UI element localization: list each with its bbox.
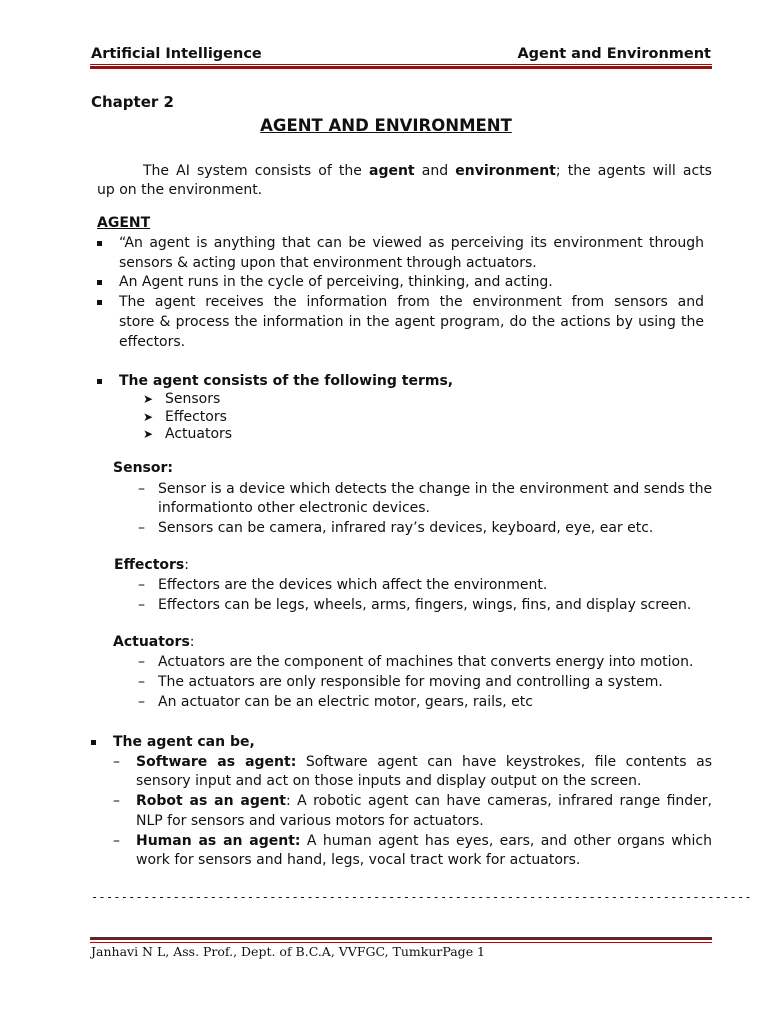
footer-rule-thin xyxy=(90,942,712,943)
page-title: AGENT AND ENVIRONMENT xyxy=(260,116,512,135)
dashed-separator: ----------------------------------------------------------------------------------------- xyxy=(91,890,752,904)
header-rule-thin xyxy=(90,64,712,65)
dash-bullet: – xyxy=(113,754,120,770)
intro-line-1: The AI system consists of the agent and environment; the agents will acts xyxy=(143,163,712,179)
dash-bullet: – xyxy=(113,833,120,849)
terms-heading: The agent consists of the following terms, xyxy=(119,373,454,389)
effectors-heading: Effectors: xyxy=(114,557,189,573)
footer-rule-thick xyxy=(90,937,712,940)
human-agent-line-1: Human as an agent: A human agent has eyes, ears, and other organs which xyxy=(136,833,712,849)
arrow-bullet-icon: ➤ xyxy=(143,392,154,406)
term-item: Actuators xyxy=(165,426,233,442)
dash-bullet: – xyxy=(138,597,145,613)
actuators-line-3: An actuator can be an electric motor, gears, rails, etc xyxy=(158,694,533,710)
robot-agent-line-2: NLP for sensors and various motors for actuators. xyxy=(136,813,484,829)
bullet-square xyxy=(91,740,96,745)
term-item: Effectors xyxy=(165,409,227,425)
dash-bullet: – xyxy=(138,481,145,497)
chapter-label: Chapter 2 xyxy=(91,93,174,111)
bullet-square xyxy=(97,241,102,246)
agent-bullet-3-line-1: The agent receives the information from the environment from sensors and xyxy=(119,294,704,310)
term-item: Sensors xyxy=(165,391,221,407)
actuators-heading: Actuators: xyxy=(113,634,195,650)
sensor-line-1b: informationto other electronic devices. xyxy=(158,500,431,516)
bullet-square xyxy=(97,280,102,285)
sensor-line-2: Sensors can be camera, infrared ray’s devices, keyboard, eye, ear etc. xyxy=(158,520,654,536)
dash-bullet: – xyxy=(138,577,145,593)
agent-bullet-1-line-2: sensors & acting upon that environment through actuators. xyxy=(119,255,537,271)
effectors-line-1: Effectors are the devices which affect the environment. xyxy=(158,577,548,593)
header-left-title: Artificial Intelligence xyxy=(91,46,262,62)
agent-bullet-3-line-2: store & process the information in the agent program, do the actions by using the xyxy=(119,314,704,330)
dash-bullet: – xyxy=(138,674,145,690)
agent-heading: AGENT xyxy=(97,215,151,231)
agent-bullet-2: An Agent runs in the cycle of perceiving, thinking, and acting. xyxy=(119,274,553,290)
dash-bullet: – xyxy=(113,793,120,809)
agent-can-be-heading: The agent can be, xyxy=(113,734,255,750)
sensor-heading: Sensor: xyxy=(113,460,173,476)
software-agent-line-1: Software as agent: Software agent can have keystrokes, file contents as xyxy=(136,754,713,770)
dash-bullet: – xyxy=(138,694,145,710)
dash-bullet: – xyxy=(138,654,145,670)
bullet-square xyxy=(97,379,102,384)
page-footer: Janhavi N L, Ass. Prof., Dept. of B.C.A, VVFGC, TumkurPage 1 xyxy=(91,944,486,959)
intro-line-2: up on the environment. xyxy=(97,182,263,198)
sensor-line-1: Sensor is a device which detects the change in the environment and sends the xyxy=(158,481,713,497)
actuators-line-1: Actuators are the component of machines that converts energy into motion. xyxy=(158,654,694,670)
actuators-line-2: The actuators are only responsible for moving and controlling a system. xyxy=(158,674,663,690)
header-right-title: Agent and Environment xyxy=(517,46,711,62)
arrow-bullet-icon: ➤ xyxy=(143,427,154,441)
dash-bullet: – xyxy=(138,520,145,536)
bullet-square xyxy=(97,300,102,305)
agent-bullet-1-line-1: “An agent is anything that can be viewed as perceiving its environment through xyxy=(119,235,704,251)
human-agent-line-2: work for sensors and hand, legs, vocal tract work for actuators. xyxy=(136,852,581,868)
software-agent-line-2: sensory input and act on those inputs and display output on the screen. xyxy=(136,773,642,789)
header-rule-thick xyxy=(90,66,712,69)
arrow-bullet-icon: ➤ xyxy=(143,410,154,424)
agent-bullet-3-line-3: effectors. xyxy=(119,334,186,350)
effectors-line-2: Effectors can be legs, wheels, arms, fingers, wings, fins, and display screen. xyxy=(158,597,692,613)
robot-agent-line-1: Robot as an agent: A robotic agent can have cameras, infrared range finder, xyxy=(136,793,712,809)
